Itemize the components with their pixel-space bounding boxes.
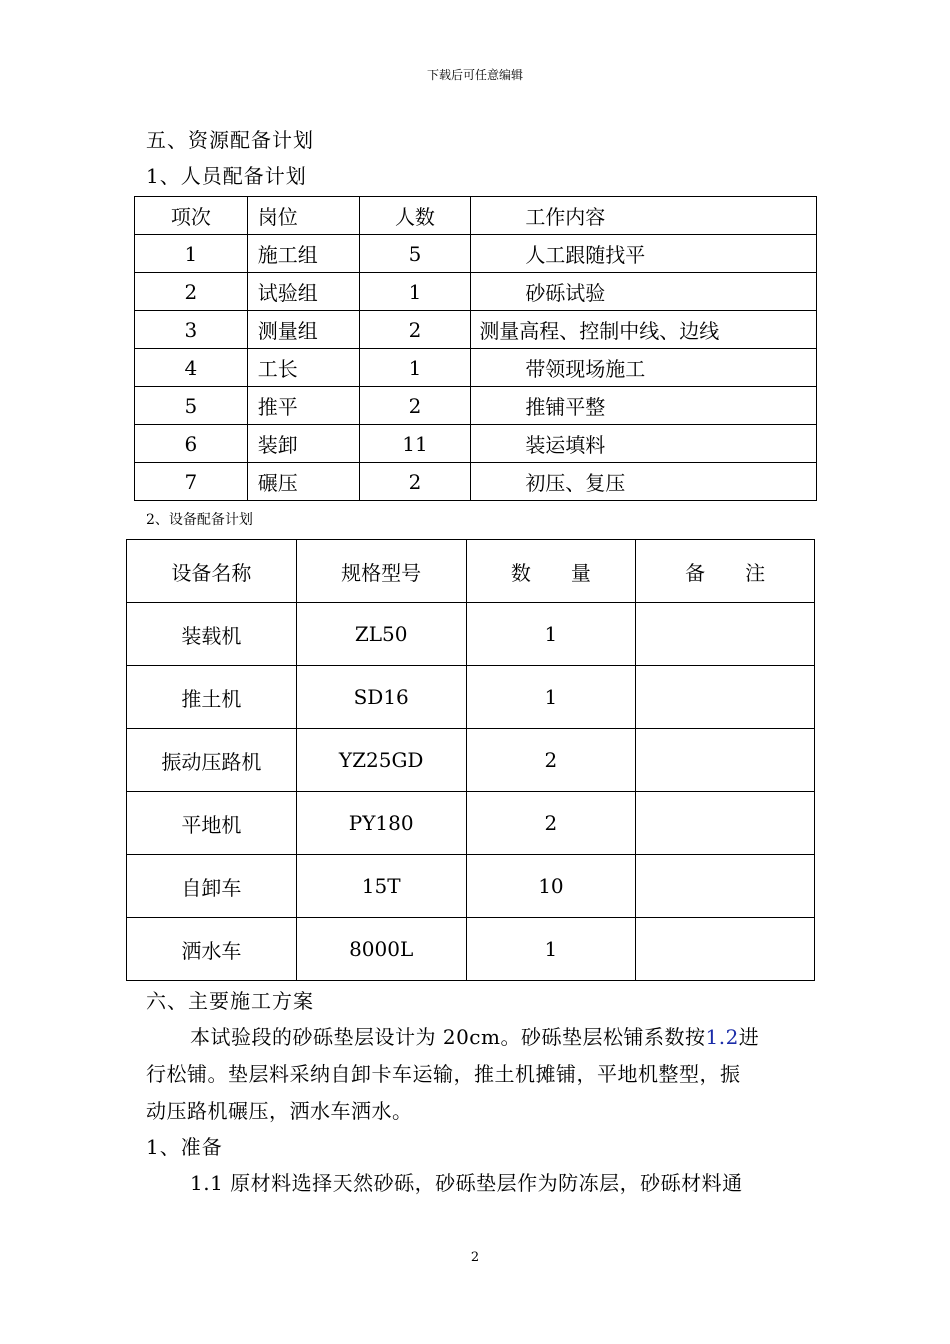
table-cell: 4 [135, 349, 248, 387]
table-cell: 11 [359, 425, 471, 463]
table-cell: 推平 [247, 387, 359, 425]
table-row [127, 666, 815, 729]
table-row [127, 792, 815, 855]
table-row [135, 463, 817, 501]
table-row [135, 273, 817, 311]
paragraph-line [190, 1021, 759, 1050]
table-cell: 装载机 [127, 603, 297, 666]
personnel-plan-heading: 1、人员配备计划 [146, 164, 307, 188]
paragraph-line: 动压路机碾压，洒水车洒水。 [146, 1099, 413, 1123]
table-cell [636, 603, 815, 666]
table-row [135, 235, 817, 273]
table-cell: 1 [359, 349, 471, 387]
table-cell [636, 729, 815, 792]
table-cell: 试验组 [247, 273, 359, 311]
table-row [135, 349, 817, 387]
table-cell: PY180 [296, 792, 466, 855]
table-header-row [135, 197, 817, 235]
table-cell: 2 [466, 792, 636, 855]
table-row [127, 855, 815, 918]
table-cell: 2 [466, 729, 636, 792]
table-cell: 初压、复压 [471, 463, 817, 501]
table-cell: 3 [135, 311, 248, 349]
equipment-table [126, 539, 815, 981]
page-header-note: 下载后可任意编辑 [426, 68, 523, 82]
table-cell: YZ25GD [296, 729, 466, 792]
table-row [127, 729, 815, 792]
table-cell: 带领现场施工 [471, 349, 817, 387]
loose-factor-value: 1.2 [705, 1025, 739, 1049]
table-cell: 施工组 [247, 235, 359, 273]
paragraph-line: 1.1 原材料选择天然砂砾，砂砾垫层作为防冻层，砂砾材料通 [190, 1171, 743, 1195]
header-cell: 备 注 [636, 540, 815, 603]
table-cell [636, 855, 815, 918]
table-cell: 平地机 [127, 792, 297, 855]
table-cell: 装卸 [247, 425, 359, 463]
table-cell: 碾压 [247, 463, 359, 501]
table-cell [636, 918, 815, 981]
table-cell: 1 [466, 666, 636, 729]
header-cell: 数 量 [466, 540, 636, 603]
table-cell: 15T [296, 855, 466, 918]
table-cell: 1 [466, 603, 636, 666]
table-cell: 6 [135, 425, 248, 463]
personnel-table [134, 196, 817, 501]
table-cell: 8000L [296, 918, 466, 981]
table-cell: 推铺平整 [471, 387, 817, 425]
table-cell: 2 [359, 387, 471, 425]
table-cell: 2 [359, 463, 471, 501]
page-number: 2 [470, 1250, 480, 1265]
table-cell: 测量组 [247, 311, 359, 349]
paragraph-text: 进 [738, 1025, 760, 1049]
table-row [135, 387, 817, 425]
table-cell: 1 [359, 273, 471, 311]
table-cell: 测量高程、控制中线、边线 [471, 311, 817, 349]
table-cell: 推土机 [127, 666, 297, 729]
table-cell: 人工跟随找平 [471, 235, 817, 273]
table-cell: 工长 [247, 349, 359, 387]
header-cell: 岗位 [247, 197, 359, 235]
table-row [135, 311, 817, 349]
table-cell: 1 [466, 918, 636, 981]
table-cell: 洒水车 [127, 918, 297, 981]
header-cell: 人数 [359, 197, 471, 235]
table-cell: 砂砾试验 [471, 273, 817, 311]
table-cell: 2 [359, 311, 471, 349]
table-cell: 5 [135, 387, 248, 425]
paragraph-text: 本试验段的砂砾垫层设计为 20cm。砂砾垫层松铺系数按 [190, 1025, 706, 1049]
table-row [127, 603, 815, 666]
header-cell: 工作内容 [471, 197, 817, 235]
header-cell: 设备名称 [127, 540, 297, 603]
prep-heading: 1、准备 [146, 1135, 223, 1159]
table-cell: 5 [359, 235, 471, 273]
table-cell [636, 792, 815, 855]
section-5-title: 五、资源配备计划 [146, 128, 314, 152]
table-cell: 1 [135, 235, 248, 273]
table-cell: 振动压路机 [127, 729, 297, 792]
equipment-plan-heading: 2、设备配备计划 [146, 512, 253, 528]
table-cell: 装运填料 [471, 425, 817, 463]
table-cell: 自卸车 [127, 855, 297, 918]
table-cell: SD16 [296, 666, 466, 729]
table-cell [636, 666, 815, 729]
table-header-row [127, 540, 815, 603]
paragraph-line: 行松铺。垫层料采纳自卸卡车运输，推土机摊铺，平地机整型，振 [146, 1062, 741, 1086]
table-row [127, 918, 815, 981]
table-cell: 10 [466, 855, 636, 918]
section-6-title: 六、主要施工方案 [146, 989, 314, 1013]
header-cell: 规格型号 [296, 540, 466, 603]
header-cell: 项次 [135, 197, 248, 235]
table-cell: 7 [135, 463, 248, 501]
table-row [135, 425, 817, 463]
table-cell: ZL50 [296, 603, 466, 666]
table-cell: 2 [135, 273, 248, 311]
